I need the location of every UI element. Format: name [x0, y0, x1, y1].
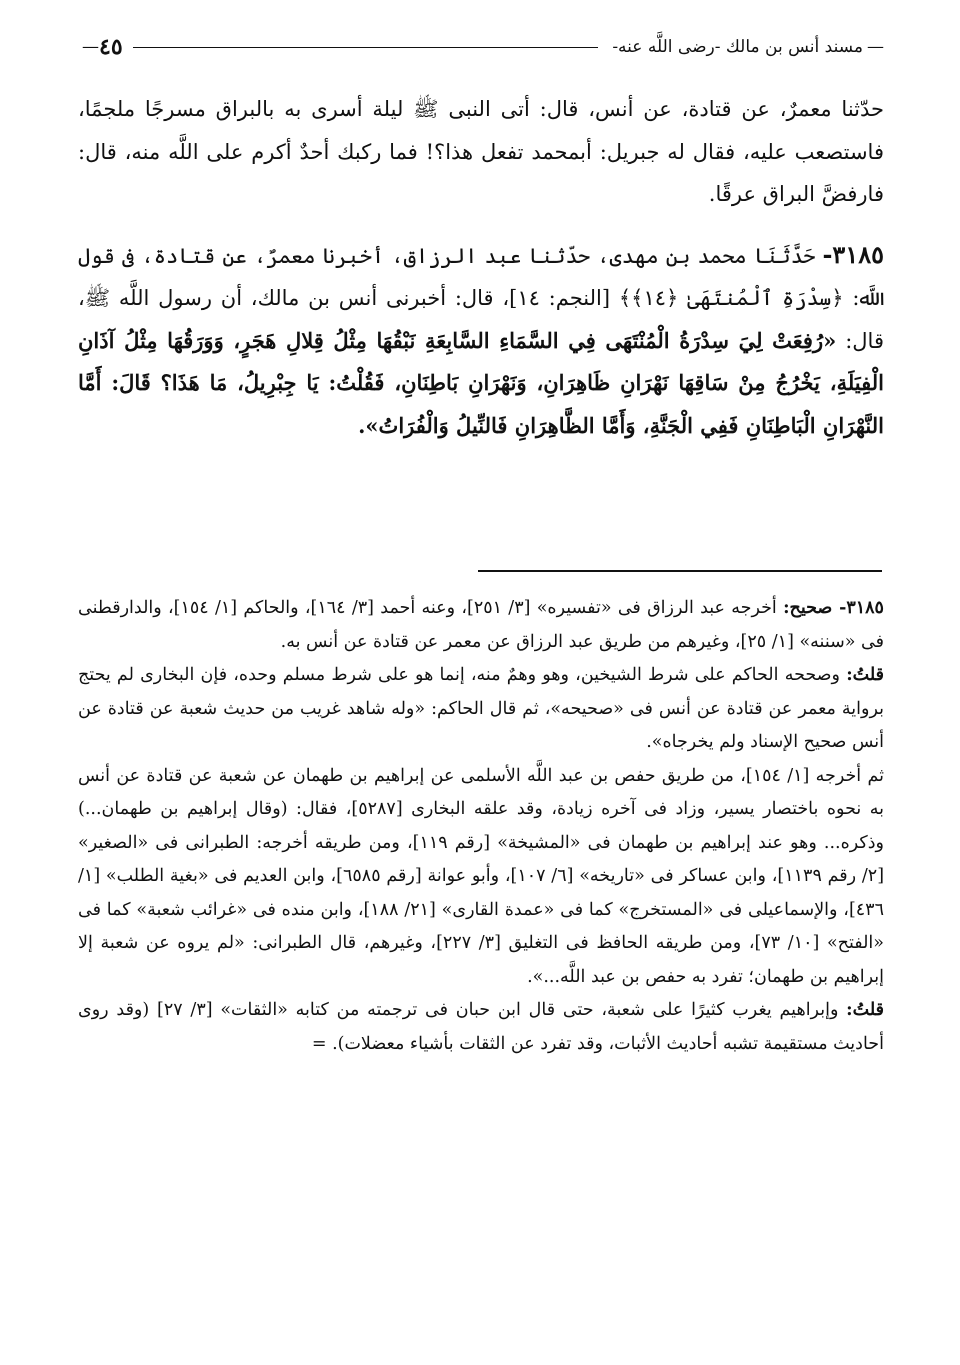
- header-rule: [133, 47, 599, 48]
- footnote-second-route: [78, 760, 884, 995]
- footnote-label: ٣١٨٥- صحيح:: [783, 598, 884, 618]
- footnote-text: وصححه الحاكم على شرط الشيخين، وهو وهمٌ منه، إنما هو على شرط مسلم وحده، فإن البخارى لم يحتج برواية معمر عن قتادة عن أنس فى «صحيحه»، ثم قال الحاكم: «وله شاهد غريب من حديث شعبة عن قتادة عن أنس صحيح الإسناد ولم يخرجاه».: [78, 665, 884, 752]
- footnote-label: قلتُ:: [846, 665, 884, 685]
- footnote-label: قلتُ:: [846, 1000, 884, 1020]
- hadith-matn: «رُفِعَتْ لِيَ سِدْرَةُ الْمُنْتَهَى فِي السَّمَاءِ السَّابِعَةِ نَبْقُهَا مِثْلُ قِلالِ هَجَرٍ، وَوَرَقُهَا مِثْلُ آذَانِ الْفِيَلَةِ، يَخْرُجُ مِنْ سَاقِهَا نَهْرَانِ ظَاهِرَانِ، وَنَهْرَانِ بَاطِنَانِ، فَقُلْتُ: يَا جِبْرِيلُ، مَا هَذَا؟ قَالَ: أَمَّا النَّهْرَانِ الْبَاطِنَانِ فَفِي الْجَنَّةِ، وَأَمَّا الظَّاهِرَانِ فَالنِّيلُ وَالْفُرَاتُ».: [78, 327, 884, 438]
- footnote-separator: [478, 570, 882, 572]
- footnote-comment-2: [78, 994, 884, 1061]
- paragraph-continuation: حدّثنا معمرٌ، عن قتادة، عن أنس، قال: أتى النبى ﷺ ليلة أسرى به بالبراق مسرجًا ملجمًا، فاستصعب عليه، فقال له جبريل: أبمحمد تفعل هذا؟! فما ركبك أحدٌ أكرم على اللَّه منه، قال: فارفضَّ البراق عرقًا.: [78, 97, 884, 206]
- main-text: [78, 88, 884, 447]
- book-page: [78, 30, 884, 1330]
- page-number: ٤٥: [99, 34, 123, 60]
- hadith-isnad: حَدَّثَنَا محمد بن مهدى، حدّثنا عبد الرزاق، أخبرنا معمرٌ، عن قتادة، فى قول اللَّه: ﴿سِدْرَةِ ٱلْمُنتَهَىٰ ﴿١٤﴾﴾ [النجم: ١٤]، قال: أخبرنى أنس بن مالك، أن رسول اللَّه ﷺ، قال:: [78, 243, 884, 353]
- header-dash: —: [867, 37, 884, 57]
- header-title: مسند أنس بن مالك -رضى اللَّه عنه-: [612, 37, 863, 57]
- footnote-text: أخرجه عبد الرزاق فى «تفسيره» [٣/ ٢٥١]، وعنه أحمد [٣/ ١٦٤]، والحاكم [١/ ١٥٤]، والدارقطنى فى «سننه» [١/ ٢٥]، وغيرهم من طريق عبد الرزاق عن معمر عن قتادة عن أنس به.: [78, 598, 884, 652]
- running-header: [78, 30, 884, 64]
- hadith-3185: [78, 234, 884, 448]
- footnote-takhrij: [78, 592, 884, 659]
- footnote-text: ثم أخرجه [١/ ١٥٤]، من طريق حفص بن عبد اللَّه الأسلمى عن إبراهيم بن طهمان عن شعبة عن قتادة عن أنس به نحوه باختصار يسير، وزاد فى آخره زيادة، وقد علقه البخارى [٥٢٨٧]، فقال: (وقال إبراهيم بن طهمان...) وذكره... وهو عند إبراهيم بن طهمان فى «المشيخة» [رقم ١١٩]، ومن طريقه أخرجه: الطبرانى فى «الصغير» [٢/ رقم ١١٣٩]، وابن عساكر فى «تاريخه» [٦/ ١٠٧]، وأبو عوانة [رقم ٦٥٨٥]، وابن العديم فى «بغية الطلب» [١/ ٤٣٦]، والإسماعيلى فى «المستخرج» كما فى «عمدة القارى» [٢١/ ١٨٨]، وابن منده فى «غرائب شعبة» كما فى «الفتح» [١٠/ ٧٣]، ومن طريقه الحافظ فى التغليق [٣/ ٢٢٧]، وغيرهم، قال الطبرانى: «لم يروه عن شعبة إلا إبراهيم بن طهمان؛ تفرد به حفص بن عبد اللَّه...».: [78, 765, 885, 987]
- footnote-comment: [78, 659, 884, 760]
- footnote-text: وإبراهيم يغرب كثيرًا على شعبة، حتى قال ابن حبان فى ترجمته من كتابه «الثقات» [٣/ ٢٧] (وقد روى أحاديث مستقيمة تشبه أحاديث الأثبات، وقد تفرد عن الثقات بأشياء معضلات). =: [78, 1000, 884, 1054]
- hadith-number: ٣١٨٥-: [822, 239, 884, 269]
- header-dash-end: —: [82, 37, 99, 57]
- footnotes: [78, 592, 884, 1061]
